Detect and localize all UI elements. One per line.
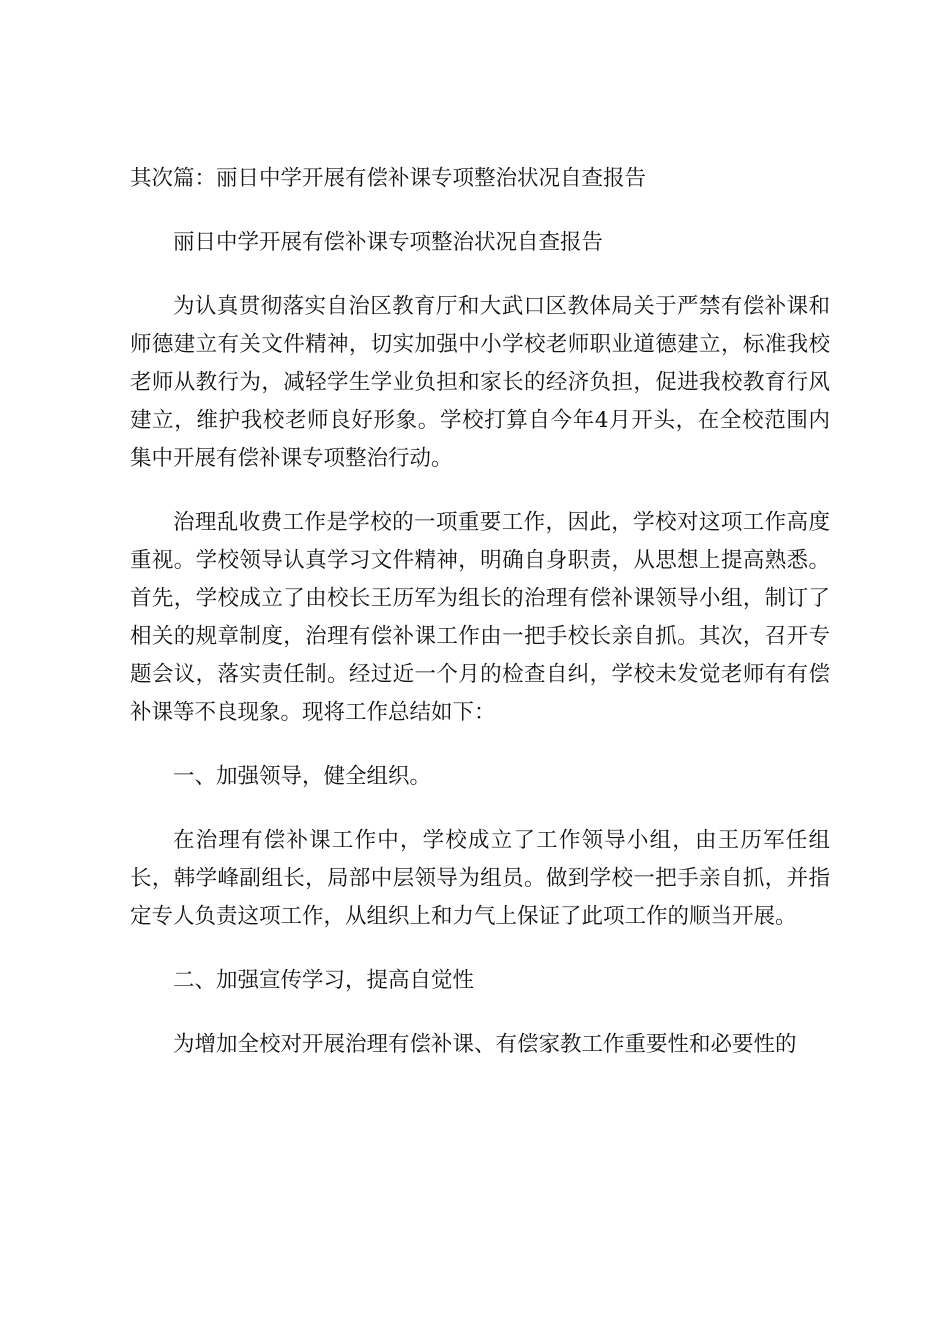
document-subtitle: 丽日中学开展有偿补课专项整治状况自查报告: [173, 230, 604, 255]
section-heading-leadership: 一、加强领导，健全组织。: [173, 764, 432, 789]
paragraph-leadership: 在治理有偿补课工作中，学校成立了工作领导小组，由王历军任组长，韩学峰副组长，局部中层领导为组员。做到学校一把手亲自抓，并指定专人负责这项工作，从组织上和力气上保证了此项工作的顺当开展。: [130, 828, 830, 929]
document-body: [130, 160, 830, 1090]
paragraph-governance: 治理乱收费工作是学校的一项重要工作，因此，学校对这项工作高度重视。学校领导认真学习文件精神，明确自身职责，从思想上提高熟悉。首先，学校成立了由校长王历军为组长的治理有偿补课领导小组，制订了相关的规章制度，治理有偿补课工作由一把手校长亲自抓。其次，召开专题会议，落实责任制。经过近一个月的检查自纠，学校未发觉老师有有偿补课等不良现象。现将工作总结如下：: [130, 510, 830, 725]
document-heading: 其次篇：丽日中学开展有偿补课专项整治状况自查报告: [130, 166, 647, 191]
paragraph-intro: 为认真贯彻落实自治区教育厅和大武口区教体局关于严禁有偿补课和师德建立有关文件精神，切实加强中小学校老师职业道德建立，标准我校老师从教行为，减轻学生学业负担和家长的经济负担，促进我校教育行风建立，维护我校老师良好形象。学校打算自今年4月开头，在全校范围内集中开展有偿补课专项整治行动。: [130, 294, 830, 471]
paragraph-publicity: 为增加全校对开展治理有偿补课、有偿家教工作重要性和必要性的: [173, 1032, 797, 1057]
section-heading-publicity: 二、加强宣传学习，提高自觉性: [173, 968, 475, 993]
